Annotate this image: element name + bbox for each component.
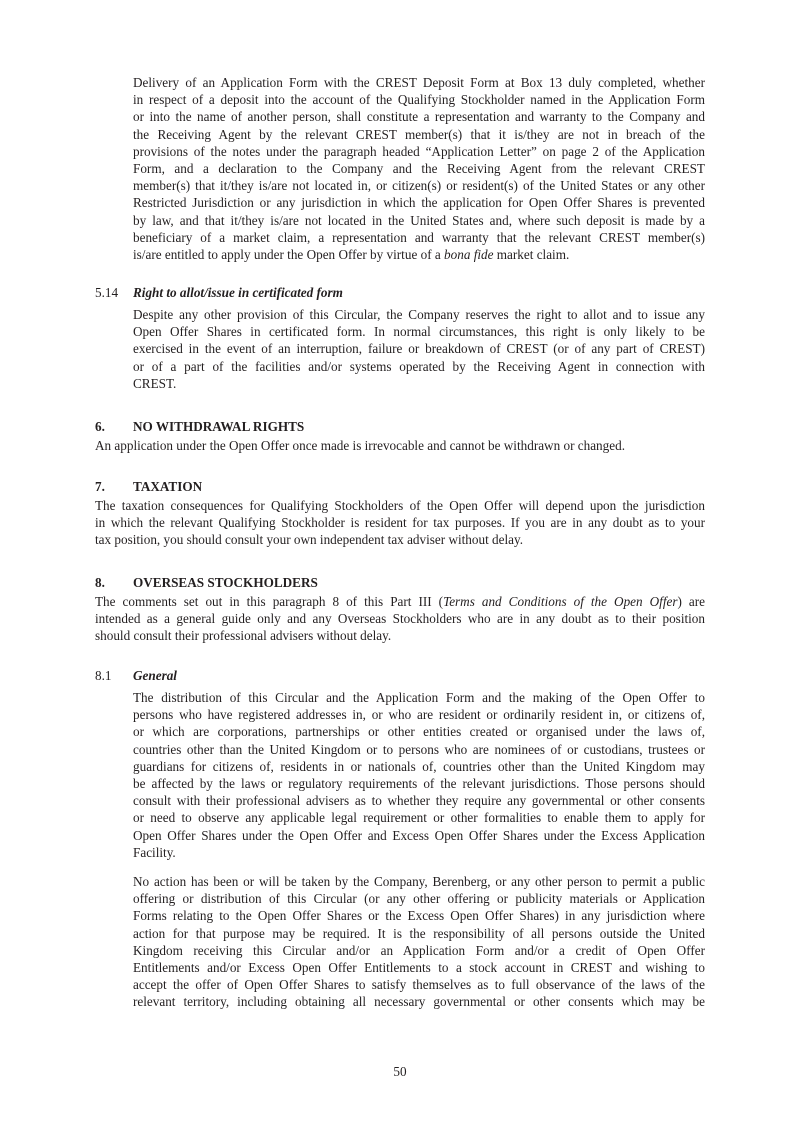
page-number: 50: [393, 1064, 407, 1079]
text-line: Forms relating to the Open Offer Shares or the Excess Open Offer Shares) in any jurisdiction where: [133, 908, 705, 924]
text-line: tax position, you should consult your own independent tax adviser without delay.: [95, 532, 524, 548]
section-number-7: 7.: [95, 479, 105, 494]
text-run: market claim.: [493, 246, 570, 262]
section-7-paragraph: [95, 497, 705, 549]
text-run: The comments set out in this paragraph 8 of this Part III (: [95, 594, 444, 609]
text-line: offering or distribution of this Circular (or any other offering or publicity materials or Application: [133, 891, 705, 907]
text-line: An application under the Open Offer once made is irrevocable and cannot be withdrawn or changed.: [95, 438, 625, 453]
section-8-1-paragraph-1: [133, 689, 705, 861]
text-line: or which are corporations, partnerships or other entities created or organised under the laws of,: [133, 724, 705, 740]
text-line: action for that purpose may be required. It is the responsibility of all persons outside the United: [133, 925, 705, 941]
text-line: The taxation consequences for Qualifying Stockholders of the Open Offer will depend upon the jurisdiction: [95, 498, 705, 513]
text-run: ) are: [677, 594, 706, 609]
text-line: or need to observe any applicable legal requirement or other formalities to enable them to apply for: [133, 810, 705, 826]
section-title-8-1: General: [133, 668, 177, 683]
text-run: is/are entitled to apply under the Open Offer by virtue of a: [133, 246, 445, 262]
text-line: in respect of a deposit into the account of the Qualifying Stockholder named in the Application Form: [133, 92, 705, 108]
text-line: consult with their professional advisers as to whether they require any governmental or other consents: [133, 793, 705, 809]
section-number-8: 8.: [95, 575, 105, 590]
text-line: relevant territory, including obtaining all necessary governmental or other consents which may be: [133, 994, 705, 1010]
text-line: Despite any other provision of this Circular, the Company reserves the right to allot and to issue any: [133, 307, 705, 322]
text-line: Facility.: [133, 844, 176, 860]
text-line: by law, and that it/they is/are not located in the United States and, where such deposit is made by a: [133, 212, 705, 228]
text-line: guardians for citizens of, residents in or nationals of, countries other than the United Kingdom may: [133, 758, 705, 774]
text-line: accept the offer of Open Offer Shares to satisfy themselves as to full observance of the laws of the: [133, 977, 705, 993]
text-line: beneficiary of a market claim, a representation and warranty that the relevant CREST member(s): [133, 229, 705, 245]
text-line: The distribution of this Circular and the Application Form and the making of the Open Offer to: [133, 690, 705, 705]
text-line: Restricted Jurisdiction or any jurisdiction in which the application for Open Offer Shares is prevented: [133, 195, 705, 211]
section-number-5-14: 5.14: [95, 285, 119, 300]
text-line: be affected by the laws or regulatory requirements of the relevant jurisdictions. Those persons should: [133, 775, 705, 791]
text-line: Open Offer Shares under the Open Offer and Excess Open Offer Shares under the Excess Application: [133, 827, 705, 843]
section-title-5-14: Right to allot/issue in certificated form: [133, 285, 343, 300]
text-line: Entitlements and/or Excess Open Offer Entitlements to a stock account in CREST and wishing to: [133, 959, 705, 975]
text-line: intended as a general guide only and any Overseas Stockholders who are in any doubt as to their position: [95, 611, 705, 627]
text-line: provisions of the notes under the paragraph headed “Application Letter” on page 2 of the Application: [133, 143, 705, 159]
text-line: or into the name of another person, shall constitute a representation and warranty to the Company and: [133, 109, 705, 125]
italic-reference: Terms and Conditions of the Open Offer: [443, 594, 678, 609]
section-5-14-paragraph: [133, 306, 705, 392]
delivery-paragraph: [133, 74, 705, 263]
section-number-6: 6.: [95, 419, 105, 434]
section-8-paragraph: [95, 593, 705, 645]
text-line: [133, 246, 705, 263]
text-line: Form, and a declaration to the Company and the Receiving Agent from the relevant CREST: [133, 160, 705, 176]
text-line: the Receiving Agent by the relevant CREST member(s) that it is/they are not in breach of the: [133, 126, 705, 142]
section-title-8: OVERSEAS STOCKHOLDERS: [133, 575, 318, 590]
text-line: Kingdom receiving this Circular and/or an Application Form and/or a credit of Open Offer: [133, 942, 705, 958]
section-title-7: TAXATION: [133, 479, 203, 494]
italic-term: bona fide: [444, 246, 494, 262]
section-title-6: NO WITHDRAWAL RIGHTS: [133, 419, 305, 434]
text-line: No action has been or will be taken by the Company, Berenberg, or any other person to permit a public: [133, 874, 705, 889]
text-line: Delivery of an Application Form with the CREST Deposit Form at Box 13 duly completed, whether: [133, 75, 705, 90]
section-6-paragraph: [95, 437, 705, 454]
text-line: in which the relevant Qualifying Stockholder is resident for tax purposes. If you are in any doubt as to your: [95, 515, 705, 531]
text-line: CREST.: [133, 375, 177, 391]
section-8-1-paragraph-2: [133, 873, 705, 1011]
text-line: exercised in the event of an interruption, failure or breakdown of CREST (or of any part of CREST): [133, 341, 705, 357]
text-line: member(s) that it/they is/are not located in, or citizen(s) or resident(s) of the United States or any other: [133, 178, 705, 194]
text-line: [95, 593, 705, 610]
section-number-8-1: 8.1: [95, 668, 112, 683]
text-line: or of a part of the facilities and/or systems operated by the Receiving Agent in connection with: [133, 358, 705, 374]
text-line: Open Offer Shares in certificated form. In normal circumstances, this right is only likely to be: [133, 324, 705, 340]
text-line: should consult their professional advisers without delay.: [95, 628, 392, 644]
text-line: countries other than the United Kingdom or to persons who are nominees of or custodians, trustees or: [133, 741, 705, 757]
text-line: persons who have registered addresses in, or who are resident or ordinarily resident in, or citizens of,: [133, 707, 705, 723]
